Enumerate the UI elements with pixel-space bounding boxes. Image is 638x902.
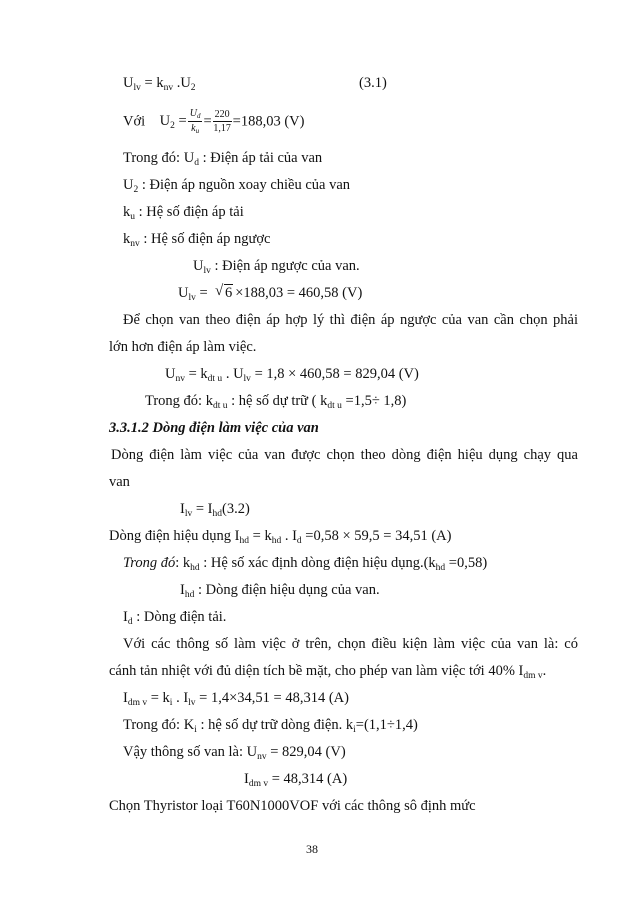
fraction-ud-over-ku xyxy=(188,109,203,135)
fraction-numerator-220: 220 xyxy=(214,109,230,120)
definition-ki: Trong đó: $K_i$ : hệ số dự trữ dòng điện. $k_i=(1,1\div 1,4)$ xyxy=(123,717,418,735)
equation-3-2: $I_{lv} = I_{hd}(3.2)$ xyxy=(180,501,250,519)
definition-id: $I_d$ : Dòng điện tải. xyxy=(123,609,227,627)
ulv-formula-rhs: ×188,03 = 460,58 (V) xyxy=(235,285,363,301)
definition-ud: Trong đó: $U_d$ : Điện áp tải của van xyxy=(123,150,323,168)
definition-khd xyxy=(123,554,487,577)
paragraph-select-voltage-line2: lớn hơn điện áp làm việc. xyxy=(109,339,257,355)
u2-formula-lead: Với xyxy=(123,113,146,130)
effective-current-formula: Dòng điện hiệu dụng $I_{hd} = k_{hd}$ . $I_d =0,58 \times 59,5 = 34,51$ (A) xyxy=(109,528,452,546)
paragraph-working-current-line2: van xyxy=(109,474,130,490)
thyristor-selection: Chọn Thyristor loại T60N1000VOF với các thông sô định mức xyxy=(109,798,476,814)
definition-kdtu: Trong đó: $k_{dt u}$ : hệ số dự trữ ( $k_{dt u} =1,5\div 1,8$) xyxy=(145,393,407,411)
equation-3-1-number: (3.1) xyxy=(359,75,387,91)
square-root-argument: 6 xyxy=(224,285,233,301)
idmv-formula: $I_{dm v} = k_i$ . $I_{lv} = 1,4\times 34,51 = 48,314$ (A) xyxy=(123,690,349,708)
fraction-denominator-1-17: 1,17 xyxy=(213,123,231,134)
definition-khd-lead: Trong đó xyxy=(123,555,176,571)
definition-khd-rest: : $k_{hd}$ : Hệ số xác định dòng điện hiệu $dụng.(k_{hd} =0,58)$ xyxy=(175,555,488,573)
fraction-220-over-1-17 xyxy=(213,110,232,134)
square-root: √ 6 xyxy=(214,283,233,301)
section-heading-3-3-1-2: 3.3.1.2 Dòng điện làm việc của van xyxy=(109,420,319,436)
valve-parameters-current: $I_{dm v} = 48,314$ (A) xyxy=(244,771,348,789)
unv-formula: $U_{nv} = k_{dt u}$ . $U_{lv} = 1,8 \times 460,58 = 829,04$ (V) xyxy=(165,366,419,384)
definition-u2: $U_2$ : Điện áp nguồn xoay chiều của van xyxy=(123,177,351,195)
paragraph-conditions-line2: cánh tản nhiệt với đủ diện tích bề mặt, cho phép van làm việc tới 40% $I_{dm v}$. xyxy=(109,663,547,681)
definition-ku: $k_u$ : Hệ số điện áp tải xyxy=(123,204,244,222)
page-number: 38 xyxy=(306,842,318,856)
equation-3-1 xyxy=(123,74,196,97)
fraction-denominator: $k_u$ xyxy=(191,123,200,135)
valve-parameters-voltage: Vậy thông số van là: $U_{nv} = 829,04$ (V) xyxy=(123,744,346,762)
u2-formula-lhs: $U_2$ = xyxy=(159,113,187,132)
definition-knv: $k_{nv}$ : Hệ số điện áp ngược xyxy=(123,231,271,249)
u2-formula-equals: = xyxy=(203,113,212,130)
ulv-formula xyxy=(178,284,362,307)
u2-formula xyxy=(123,109,304,135)
paragraph-select-voltage-line1: Để chọn van theo điện áp hợp lý thì điện áp ngược của van cần chọn phải xyxy=(123,312,578,328)
u2-formula-result: =188,03 (V) xyxy=(232,113,305,130)
ulv-formula-lhs: $U_{lv}$ = xyxy=(178,285,208,303)
fraction-numerator: $U_d$ xyxy=(189,108,201,120)
paragraph-working-current-line1: Dòng điện làm việc của van được chọn theo dòng điện hiệu dụng chạy qua xyxy=(111,447,578,463)
definition-ihd: $I_{hd}$ : Dòng điện hiệu dụng của van. xyxy=(180,582,380,600)
definition-ulv: $U_{lv}$ : Điện áp ngược của van. xyxy=(193,258,360,276)
equation-3-1-text: $U_{lv} = k_{nv}$ $.U_2$ xyxy=(123,75,196,93)
paragraph-conditions-line1: Với các thông số làm việc ở trên, chọn điều kiện làm việc của van là: có xyxy=(123,636,578,652)
